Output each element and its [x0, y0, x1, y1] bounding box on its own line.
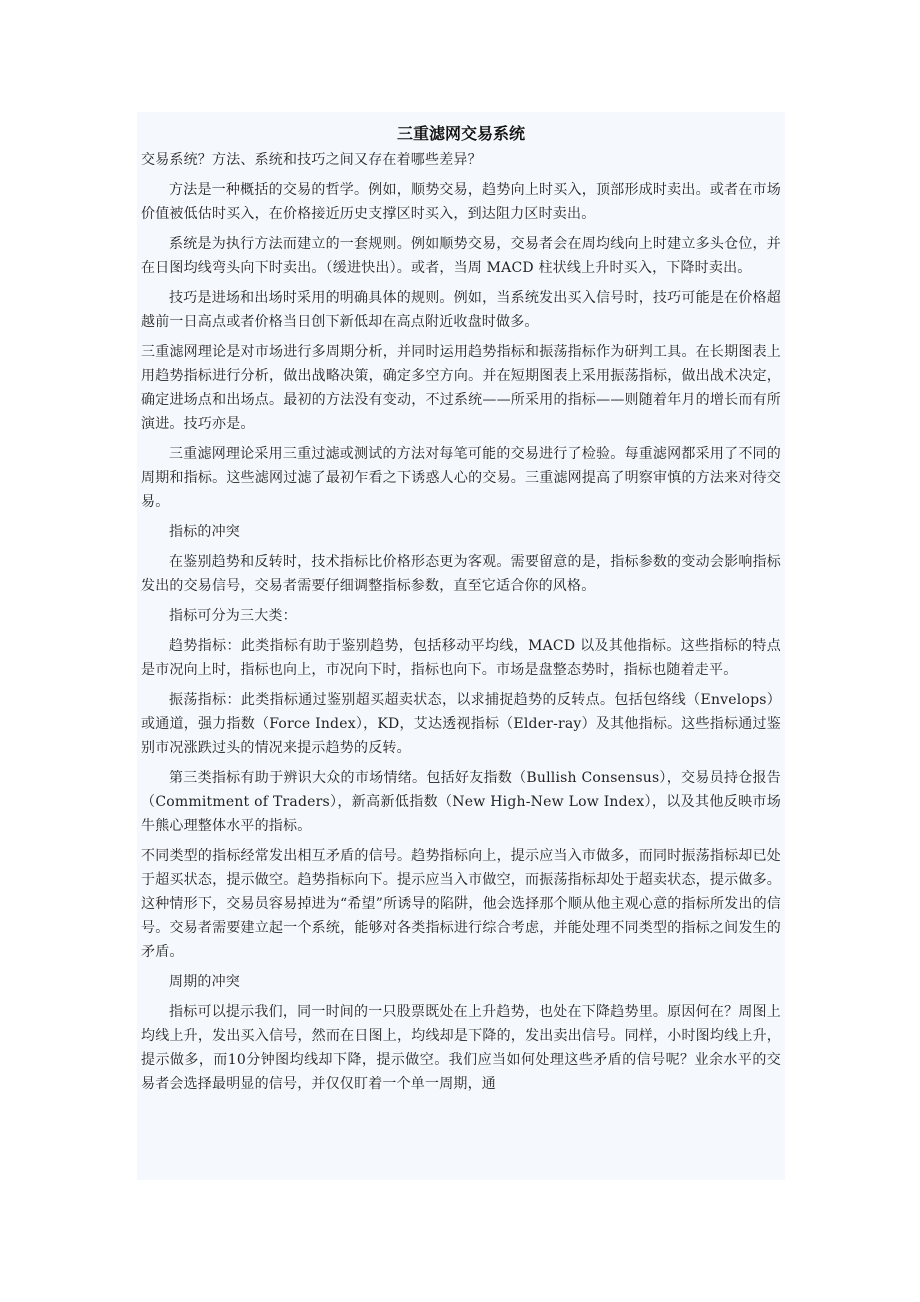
paragraph-period-conflict: 指标可以提示我们，同一时间的一只股票既处在上升趋势，也处在下降趋势里。原因何在？周图上均线上升，发出买入信号，然而在日图上，均线却是下降的，发出卖出信号。同样，小时图均线上升，提示做多，而10分钟图均线却下降，提示做空。我们应当如何处理这些矛盾的信号呢？业余水平的交易者会选择最明显的信号，并仅仅盯着一个单一周期，通: [141, 1004, 781, 1092]
paragraph-intro-question: 交易系统？方法、系统和技巧之间又存在着哪些差异？: [141, 152, 482, 168]
document-title: 三重滤网交易系统: [396, 124, 525, 143]
section-heading-period-conflict: 周期的冲突: [169, 974, 240, 990]
paragraph-indicator-objectivity: 在鉴别趋势和反转时，技术指标比价格形态更为客观。需要留意的是，指标参数的变动会影响指标发出的交易信号，交易者需要仔细调整指标参数，直至它适合你的风格。: [141, 554, 781, 594]
section-heading-indicator-conflict: 指标的冲突: [169, 524, 240, 540]
paragraph-triple-screen-filter: 三重滤网理论采用三重过滤或测试的方法对每笔可能的交易进行了检验。每重滤网都采用了不同的周期和指标。这些滤网过滤了最初乍看之下诱惑人心的交易。三重滤网提高了明察审慎的方法来对待交易。: [141, 446, 781, 510]
paragraph-trend-indicators: 趋势指标：此类指标有助于鉴别趋势，包括移动平均线，MACD 以及其他指标。这些指标的特点是市况向上时，指标也向上，市况向下时，指标也向下。市场是盘整态势时，指标也随着走平。: [141, 638, 781, 678]
paragraph-system: 系统是为执行方法而建立的一套规则。例如顺势交易，交易者会在周均线向上时建立多头仓位，并在日图均线弯头向下时卖出。（缓进快出）。或者，当周 MACD 柱状线上升时买入，下降时卖出。: [141, 236, 781, 276]
paragraph-oscillators: 振荡指标：此类指标通过鉴别超买超卖状态，以求捕捉趋势的反转点。包括包络线（Envelops）或通道，强力指数（Force Index），KD，艾达透视指标（Elder-ray）及其他指标。这些指标通过鉴别市况涨跌过头的情况来提示趋势的反转。: [141, 692, 781, 756]
paragraph-triple-screen-theory: 三重滤网理论是对市场进行多周期分析，并同时运用趋势指标和振荡指标作为研判工具。在长期图表上用趋势指标进行分析，做出战略决策，确定多空方向。并在短期图表上采用振荡指标，做出战术决定，确定进场点和出场点。最初的方法没有变动，不过系统——所采用的指标——则随着年月的增长而有所演进。技巧亦是。: [141, 344, 781, 432]
paragraph-indicator-categories: 指标可分为三大类：: [169, 608, 297, 624]
paragraph-conflicting-signals: 不同类型的指标经常发出相互矛盾的信号。趋势指标向上，提示应当入市做多，而同时振荡指标却已处于超买状态，提示做空。趋势指标向下。提示应当入市做空，而振荡指标却处于超卖状态，提示做多。这种情形下，交易员容易掉进为“希望”所诱导的陷阱，他会选择那个顺从他主观心意的指标所发出的信号。交易者需要建立起一个系统，能够对各类指标进行综合考虑，并能处理不同类型的指标之间发生的矛盾。: [141, 848, 781, 960]
paragraph-method: 方法是一种概括的交易的哲学。例如，顺势交易，趋势向上时买入，顶部形成时卖出。或者在市场价值被低估时买入，在价格接近历史支撑区时买入，到达阻力区时卖出。: [141, 182, 781, 222]
document-page: [137, 112, 785, 1180]
paragraph-technique: 技巧是进场和出场时采用的明确具体的规则。例如，当系统发出买入信号时，技巧可能是在价格超越前一日高点或者价格当日创下新低却在高点附近收盘时做多。: [141, 290, 781, 330]
paragraph-sentiment-indicators: 第三类指标有助于辨识大众的市场情绪。包括好友指数（Bullish Consensus），交易员持仓报告（Commitment of Traders），新高新低指数（New High-New Low Index），以及其他反映市场牛熊心理整体水平的指标。: [141, 770, 781, 834]
